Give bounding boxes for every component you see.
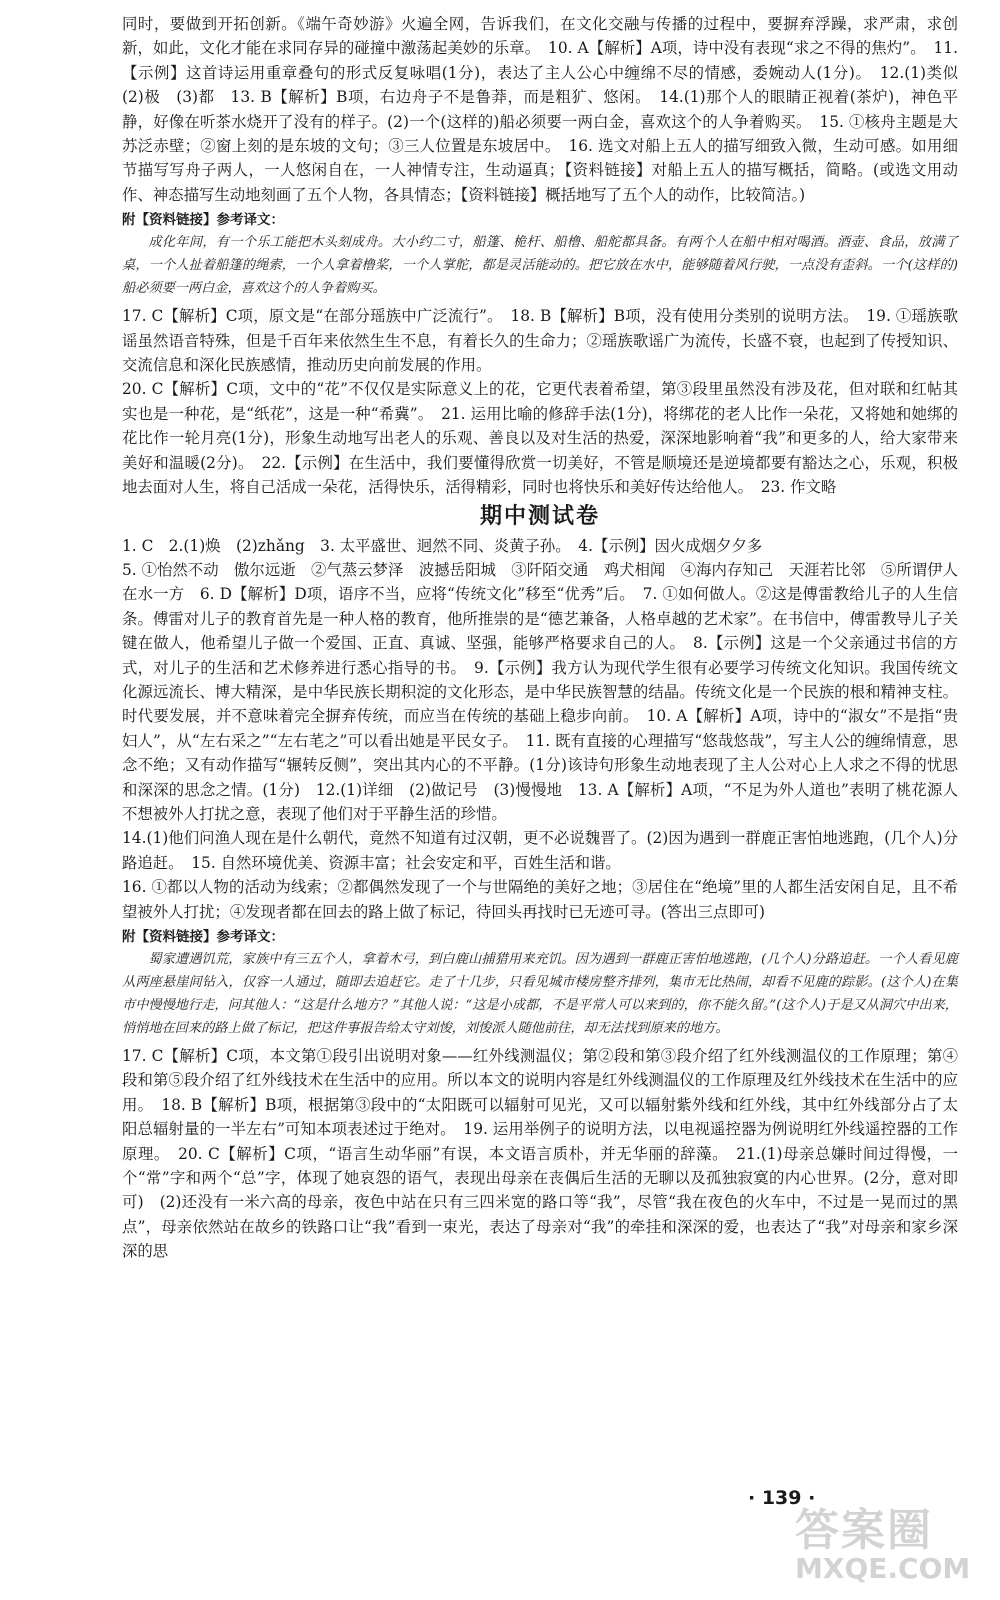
page-number: · 139 ·: [748, 1487, 816, 1509]
answer-paragraph: 14.(1)他们问渔人现在是什么朝代，竟然不知道有过汉朝，更不必说魏晋了。(2)因为遇到一群鹿正害怕地逃跑，(几个人)分路追赶。 15. 自然环境优美、资源丰富；社会安定和平，百姓生活和谐。: [122, 829, 958, 872]
answer-paragraph: 1. C 2.(1)焕 (2)zhǎng 3. 太平盛世、迥然不同、炎黄子孙。 4.【示例】因火成烟夕夕多: [122, 536, 763, 555]
reference-translation: 蜀家遭遇饥荒，家族中有三五个人，拿着木弓，到白鹿山捕猎用来充饥。因为遇到一群鹿正害怕地逃跑，(几个人)分路追赶。一个人看见鹿从两座悬崖间钻入，仅容一人通过，随即去追赶它。走了十几步，只看见城市楼房整齐排列，集市无比热闹，却看不见鹿的踪影。(这个人)在集市中慢慢地行走，问其他人：“这是什么地方？”其他人说：“这是小成都，不是平常人可以来到的，你不能久留。”(这个人)于是又从洞穴中出来，悄悄地在回来的路上做了标记，把这件事报告给太守刘悛，刘悛派人随他前往，却无法找到原来的地方。: [122, 952, 958, 1036]
answer-paragraph: 17. C【解析】C项，原文是“在部分瑶族中广泛流行”。 18. B【解析】B项，没有使用分类别的说明方法。 19. ①瑶族歌谣虽然语音特殊，但是千百年来依然生生不息，有着长久的生命力；②瑶族歌谣广为流传，长盛不衰，也起到了传授知识、交流信息和深化民族感情，推动历史向前发展的作用。: [122, 307, 958, 375]
reference-heading: 附【资料链接】参考译文：: [122, 929, 284, 945]
reference-heading: 附【资料链接】参考译文：: [122, 212, 284, 229]
answer-paragraph: 20. C【解析】C项，文中的“花”不仅仅是实际意义上的花，它更代表着希望，第③段里虽然没有涉及花，但对联和红帖其实也是一种花，是“纸花”，这是一种“希冀”。 21. 运用比喻的修辞手法(1分)，将绑花的老人比作一朵花，又将她和她绑的花比作一轮月亮(1分)，形象生动地写出老人的乐观、善良以及对生活的热爱，深深地影响着“我”和更多的人，给大家带来美好和温暖(2分)。 22.【示例】在生活中，我们要懂得欣赏一切美好，不管是顺境还是逆境都要有豁达之心，乐观，积极地去面对人生，将自己活成一朵花，活得快乐，活得精彩，同时也将快乐和美好传达给他人。 23. 作文略: [122, 380, 958, 497]
watermark-url: MXQE.COM: [795, 1552, 971, 1585]
watermark-logo: [795, 1494, 995, 1598]
reference-translation: 成化年间，有一个乐工能把木头刻成舟。大小约二寸，船篷、桅杆、船橹、船舵都具备。有两个人在船中相对喝酒。酒壶、食品，放满了桌，一个人扯着船篷的绳索，一个人拿着橹桨，一个人掌舵，都是灵活能动的。把它放在水中，能够随着风行驶，一点没有歪斜。一个(这样的)船必须要一两白金，喜欢这个的人争着购买。: [122, 235, 958, 297]
answer-paragraph: 同时，要做到开拓创新。《端午奇妙游》火遍全网，告诉我们，在文化交融与传播的过程中，要摒弃浮躁，求严肃，求创新，如此，文化才能在求同存异的碰撞中激荡起美妙的乐章。 10. A【解析】A项，诗中没有表现“求之不得的焦灼”。 11.【示例】这首诗运用重章叠句的形式反复咏唱(1分)，表达了主人公心中缠绵不尽的情感，委婉动人(1分)。 12.(1)类似 (2)极 (3)都 13. B【解析】B项，右边舟子不是鲁莽，而是粗犷、悠闲。 14.(1)那个人的眼睛正视着(茶炉)，神色平静，好像在听茶水烧开了没有的样子。(2)一个(这样的)船必须要一两白金，喜欢这个的人争着购买。 15. ①核舟主题是大苏泛赤壁；②窗上刻的是东坡的文句；③三人位置是东坡居中。 16. 选文对船上五人的描写细致入微，生动可感。如用细节描写写舟子两人，一人悠闲自在，一人神情专注，生动逼真；【资料链接】对船上五人的描写概括，简略。(或选文用动作、神态描写生动地刻画了五个人物，各具情态；【资料链接】概括地写了五个人的动作，比较简洁。): [122, 15, 974, 204]
answer-paragraph: 16. ①都以人物的活动为线索；②都偶然发现了一个与世隔绝的美好之地；③居住在“绝境”里的人都生活安闲自足，且不希望被外人打扰；④发现者都在回去的路上做了标记，待回头再找时已无迹可寻。(答出三点即可): [122, 878, 958, 921]
section-title: 期中测试卷: [479, 503, 600, 529]
answer-page: [122, 12, 974, 1264]
answer-paragraph: 17. C【解析】C项，本文第①段引出说明对象——红外线测温仪；第②段和第③段介绍了红外线测温仪的工作原理；第④段和第⑤段介绍了红外线技术在生活中的应用。所以本文的说明内容是红外线测温仪的工作原理及红外线技术在生活中的应用。 18. B【解析】B项，根据第③段中的“太阳既可以辐射可见光，又可以辐射紫外线和红外线，其中红外线部分占了太阳总辐射量的一半左右”可知本项表述过于绝对。 19. 运用举例子的说明方法，以电视遥控器为例说明红外线遥控器的工作原理。 20. C【解析】C项，“语言生动华丽”有误，本文语言质朴，并无华丽的辞藻。 21.(1)母亲总嫌时间过得慢，一个“常”字和两个“总”字，体现了她哀怨的语气，表现出母亲在丧偶后生活的无聊以及孤独寂寞的内心世界。(2分，意对即可) (2)还没有一米六高的母亲，夜色中站在只有三四米宽的路口等“我”，尽管“我在夜色的火车中，不过是一晃而过的黑点”，母亲依然站在故乡的铁路口让“我”看到一束光，表达了母亲对“我”的牵挂和深深的爱，也表达了“我”对母亲和家乡深深的思: [122, 1047, 958, 1261]
answer-paragraph: 5. ①怡然不动 傲尔远逝 ②气蒸云梦泽 波撼岳阳城 ③阡陌交通 鸡犬相闻 ④海内存知己 天涯若比邻 ⑤所谓伊人 在水一方 6. D【解析】D项，语序不当，应将“传统文化”移至“优秀”后。 7. ①如何做人。②这是傅雷教给儿子的人生信条。傅雷对儿子的教育首先是一种人格的教育，他所推崇的是“德艺兼备，人格卓越的艺术家”。在书信中，傅雷教导儿子关键在做人，他希望儿子做一个爱国、正直、真诚、坚强，能够严格要求自己的人。 8.【示例】这是一个父亲通过书信的方式，对儿子的生活和艺术修养进行悉心指导的书。 9.【示例】我方认为现代学生很有必要学习传统文化知识。我国传统文化源远流长、博大精深，是中华民族长期积淀的文化形态，是中华民族智慧的结晶。传统文化是一个民族的根和精神支柱。时代要发展，并不意味着完全摒弃传统，而应当在传统的基础上稳步向前。 10. A【解析】A项，诗中的“淑女”不是指“贵妇人”，从“左右采之”“左右芼之”可以看出她是平民女子。 11. 既有直接的心理描写“悠哉悠哉”，写主人公的缠绵情意，思念不绝；又有动作描写“辗转反侧”，突出其内心的不平静。(1分)该诗句形象生动地表现了主人公对心上人求之不得的忧思和深深的思念之情。(1分) 12.(1)详细 (2)做记号 (3)慢慢地 13. A【解析】A项，“不足为外人道也”表明了桃花源人不想被外人打扰之意，表现了他们对于平静生活的珍惜。: [122, 560, 974, 823]
watermark-text: 答案圈: [795, 1505, 933, 1556]
